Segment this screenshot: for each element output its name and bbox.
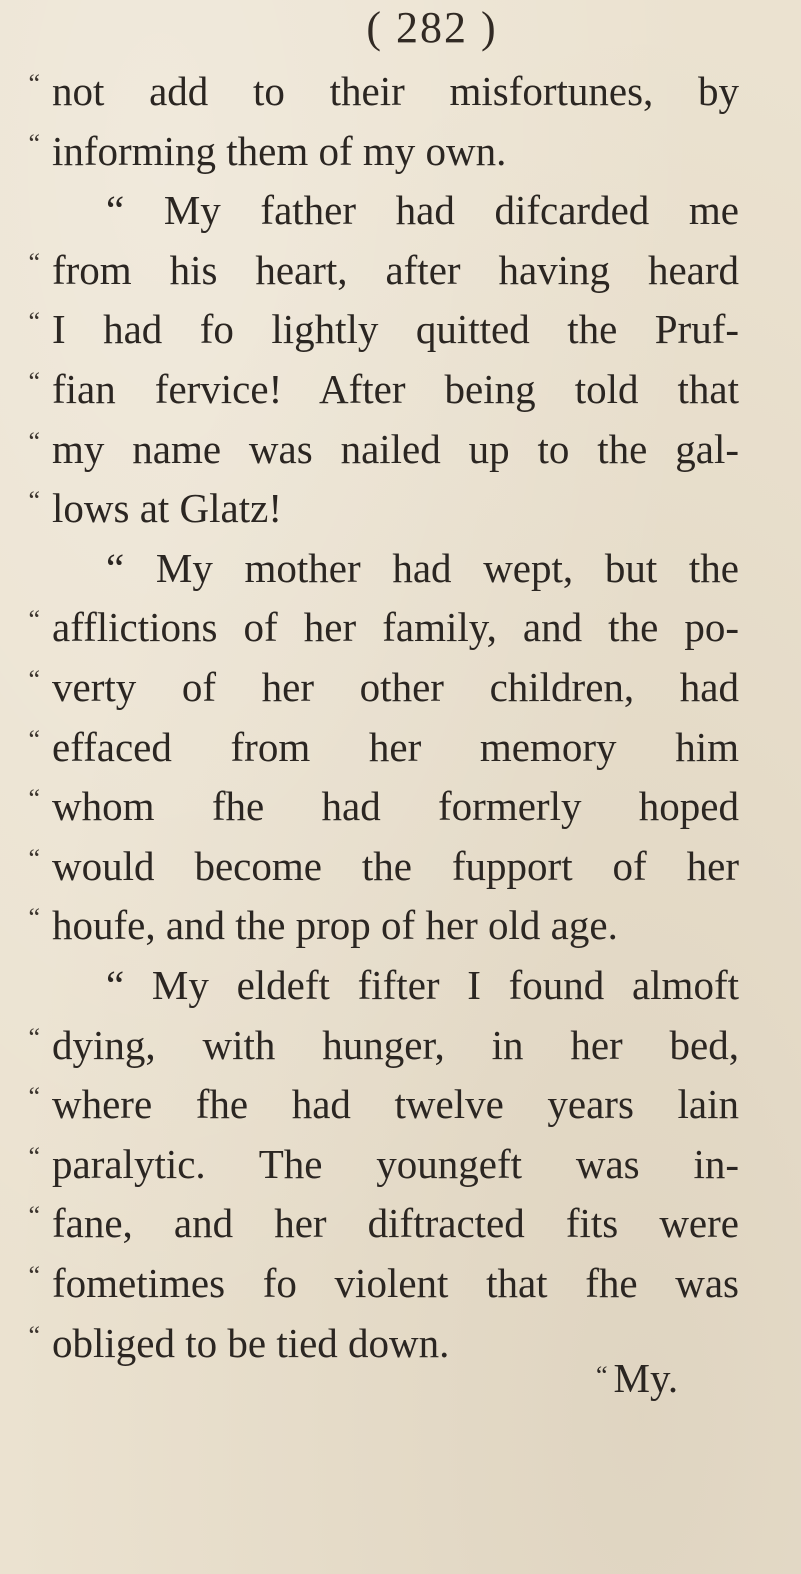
text-line bbox=[0, 122, 801, 181]
line-quote-mark: “ bbox=[28, 784, 40, 814]
line-quote-mark: “ bbox=[28, 903, 40, 933]
text-line bbox=[0, 241, 801, 300]
line-text: fometimes fo violent that fhe was bbox=[52, 1260, 739, 1306]
page-number: ( 282 ) bbox=[366, 3, 498, 52]
line-text: my name was nailed up to the gal- bbox=[52, 425, 739, 472]
text-line bbox=[0, 837, 801, 896]
line-text: fian fervice! After being told that bbox=[52, 366, 739, 412]
line-quote-mark: “ bbox=[28, 665, 40, 694]
text-line bbox=[0, 1075, 801, 1134]
text-line bbox=[0, 956, 801, 1015]
line-text: paralytic. The youngeft was in- bbox=[52, 1140, 739, 1187]
line-text: fane, and her diftracted fits were bbox=[52, 1200, 739, 1247]
text-line bbox=[0, 1016, 801, 1075]
catchword-text: My. bbox=[613, 1355, 679, 1401]
line-quote-mark: “ bbox=[28, 1082, 40, 1112]
line-quote-mark: “ bbox=[28, 843, 40, 873]
text-line bbox=[0, 420, 801, 479]
line-text: I had fo lightly quitted the Pruf- bbox=[52, 306, 739, 353]
line-text: from his heart, after having heard bbox=[52, 246, 739, 293]
text-line bbox=[0, 360, 801, 419]
text-line bbox=[0, 479, 801, 538]
text-line bbox=[0, 658, 801, 717]
line-quote-mark: “ bbox=[28, 426, 40, 456]
line-text: dying, with hunger, in her bed, bbox=[52, 1021, 739, 1068]
text-line bbox=[0, 718, 801, 777]
text-line bbox=[0, 896, 801, 955]
line-quote-mark: “ bbox=[28, 605, 40, 635]
line-text: obliged to be tied down. bbox=[52, 1319, 450, 1366]
line-text: afflictions of her family, and the po- bbox=[52, 604, 739, 651]
line-quote-mark: “ bbox=[28, 1022, 40, 1052]
line-text: would become the fupport of her bbox=[52, 842, 739, 889]
line-text: informing them of my own. bbox=[52, 127, 507, 174]
line-quote-mark: “ bbox=[28, 1141, 40, 1171]
line-text: whom fhe had formerly hoped bbox=[52, 783, 739, 830]
line-text: “ My eldeft fifter I found almoft bbox=[106, 962, 739, 1008]
line-text: “ My mother had wept, but the bbox=[106, 544, 739, 591]
text-line bbox=[0, 777, 801, 836]
text-line bbox=[0, 1314, 801, 1373]
line-text: effaced from her memory him bbox=[52, 723, 739, 770]
line-quote-mark: “ bbox=[28, 1261, 40, 1290]
line-text: “ My father had difcarded me bbox=[106, 187, 739, 234]
text-line bbox=[0, 598, 801, 657]
line-quote-mark: “ bbox=[28, 1201, 40, 1231]
text-line bbox=[0, 181, 801, 240]
line-quote-mark: “ bbox=[28, 128, 40, 158]
text-line bbox=[0, 1135, 801, 1194]
line-text: not add to their misfortunes, by bbox=[52, 68, 739, 114]
text-line bbox=[0, 62, 801, 121]
line-quote-mark: “ bbox=[28, 247, 40, 277]
line-quote-mark: “ bbox=[28, 724, 40, 754]
catchword bbox=[596, 1346, 678, 1408]
text-line bbox=[0, 1254, 801, 1313]
line-quote-mark: “ bbox=[28, 69, 40, 98]
line-quote-mark: “ bbox=[28, 307, 40, 337]
page-header bbox=[0, 0, 801, 70]
line-quote-mark: “ bbox=[28, 486, 40, 516]
text-line bbox=[0, 1194, 801, 1253]
line-quote-mark: “ bbox=[28, 367, 40, 396]
line-text: lows at Glatz! bbox=[52, 485, 282, 532]
text-line bbox=[0, 539, 801, 598]
catchword-quote-mark: “ bbox=[596, 1361, 608, 1390]
line-text: verty of her other children, had bbox=[52, 664, 739, 710]
line-text: where fhe had twelve years lain bbox=[52, 1081, 739, 1128]
line-text: houfe, and the prop of her old age. bbox=[52, 902, 618, 949]
text-line bbox=[0, 300, 801, 359]
line-quote-mark: “ bbox=[28, 1320, 40, 1350]
